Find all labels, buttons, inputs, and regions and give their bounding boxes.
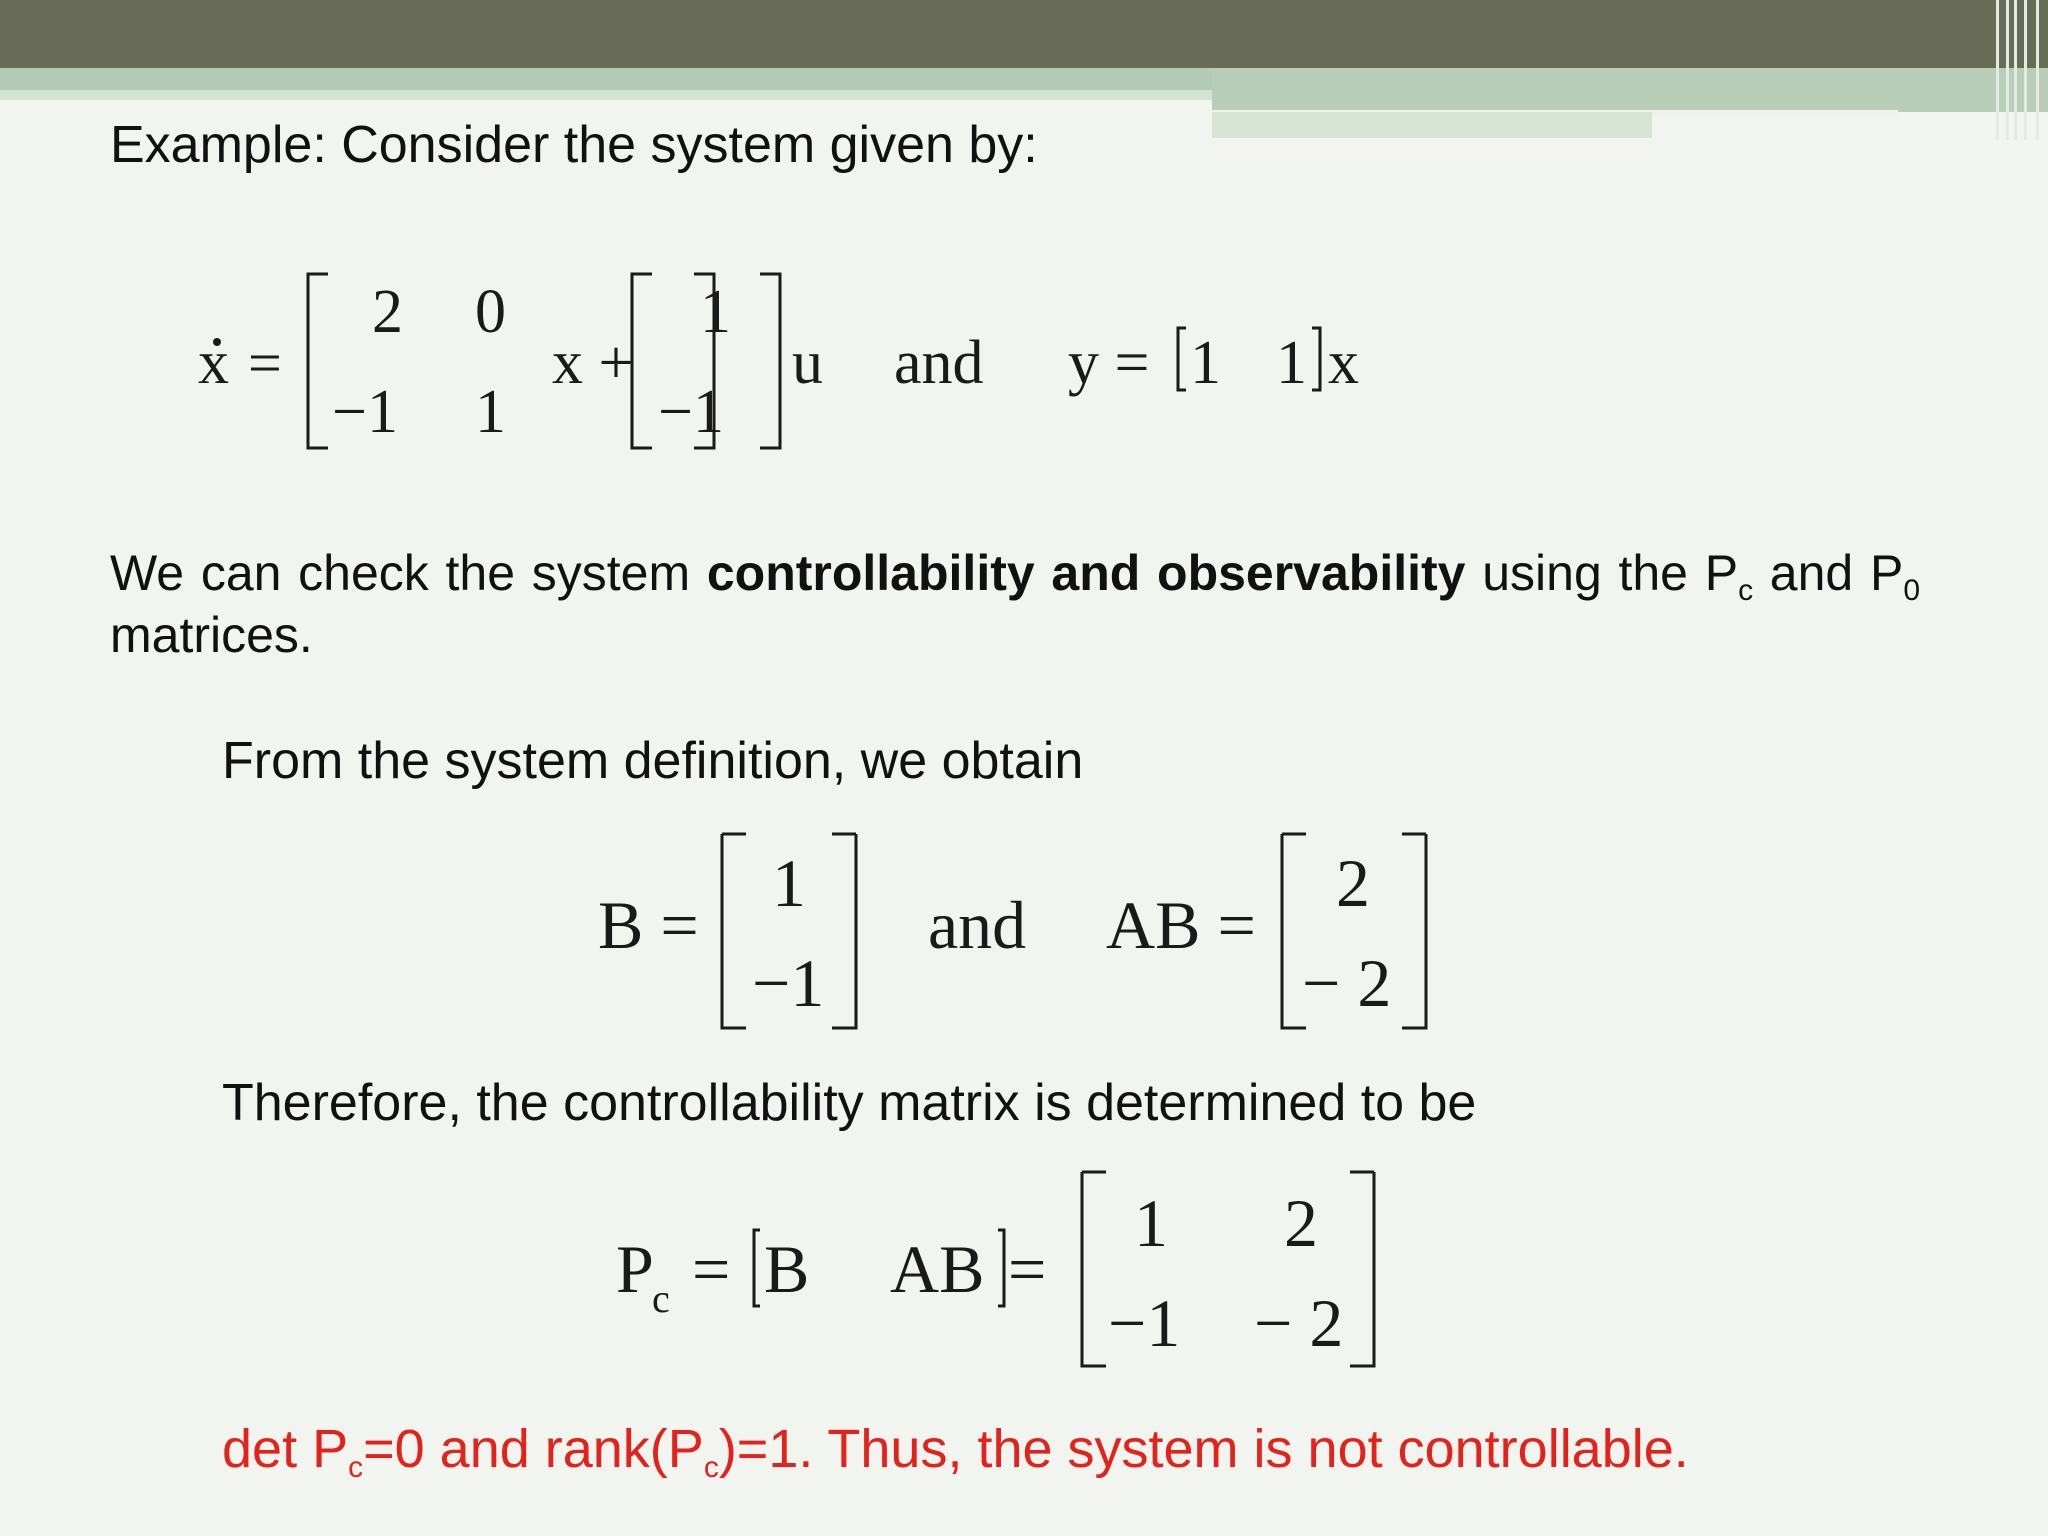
equals-sign: = — [248, 330, 282, 396]
right-bracket — [1350, 1172, 1374, 1366]
subscript: c — [703, 1451, 719, 1484]
left-bracket — [1178, 328, 1186, 390]
subscript: c — [348, 1451, 364, 1484]
row-entry: 1 — [1190, 329, 1221, 397]
paragraph-text: using the P — [1465, 545, 1739, 601]
state-equation — [180, 262, 1400, 462]
paragraph-text: matrices. — [110, 607, 313, 663]
matrix-entry: − 2 — [1254, 1285, 1344, 1361]
left-bracket — [754, 1230, 760, 1306]
header-stripe — [0, 90, 1212, 100]
matrix-entry: 2 — [372, 278, 403, 346]
left-bracket — [722, 834, 746, 1028]
left-bracket — [308, 274, 328, 448]
vector-entry: − 2 — [1302, 945, 1392, 1021]
paragraph-text: We can check the system — [110, 545, 707, 601]
and-word: and — [894, 329, 984, 397]
right-bracket — [1402, 834, 1426, 1028]
matrix-entry: 2 — [1284, 1185, 1318, 1261]
x-plus: x + — [552, 329, 634, 397]
vector-entry: 1 — [700, 278, 731, 346]
subscript: 0 — [1903, 574, 1921, 607]
ab-label: AB = — [1106, 887, 1256, 963]
header-stripe — [0, 68, 1212, 90]
subscript: c — [1738, 574, 1754, 607]
matrix-entry: 1 — [1134, 1185, 1168, 1261]
b-symbol: B — [764, 1231, 810, 1307]
header-stripe — [1212, 112, 1652, 138]
matrix-entry: 1 — [475, 378, 506, 446]
b-label: B = — [598, 887, 699, 963]
intro-text: Example: Consider the system given by: — [110, 116, 1038, 174]
conclusion-part: )=1. Thus, the system is not controllable. — [718, 1419, 1689, 1479]
p-symbol: P — [616, 1231, 654, 1307]
matrix-entry: −1 — [1108, 1285, 1181, 1361]
conclusion-part: =0 and rank(P — [363, 1419, 704, 1479]
vector-entry: −1 — [658, 378, 724, 446]
ab-symbol: AB — [890, 1231, 985, 1307]
from-definition-text: From the system definition, we obtain — [222, 732, 1084, 790]
paragraph — [110, 542, 1920, 666]
y-equals: y = — [1068, 329, 1150, 397]
header-side-lines — [1984, 0, 2048, 140]
controllability-matrix-equation — [612, 1166, 1412, 1376]
vector-entry: 2 — [1336, 845, 1370, 921]
x-symbol: x — [1328, 329, 1359, 397]
left-bracket — [632, 274, 652, 448]
header-bar — [0, 0, 2048, 68]
right-bracket — [1312, 328, 1320, 390]
conclusion-part: det P — [222, 1419, 349, 1479]
and-word: and — [928, 887, 1027, 963]
u-symbol: u — [792, 329, 823, 397]
header-stripe — [1212, 68, 2048, 112]
right-bracket — [998, 1230, 1004, 1306]
vector-entry: −1 — [752, 945, 825, 1021]
matrix-entry: −1 — [332, 378, 398, 446]
left-bracket — [1082, 1172, 1106, 1366]
conclusion-text — [222, 1418, 1689, 1484]
matrix-entry: 0 — [475, 278, 506, 346]
equals-sign: = — [1008, 1231, 1047, 1307]
equals-sign: = — [692, 1231, 731, 1307]
paragraph-bold: controllability and observability — [706, 545, 1466, 601]
therefore-text: Therefore, the controllability matrix is determined to be — [222, 1074, 1477, 1132]
vector-entry: 1 — [772, 845, 806, 921]
row-entry: 1 — [1276, 329, 1307, 397]
right-bracket — [832, 834, 856, 1028]
b-ab-equation — [596, 826, 1456, 1036]
xdot-symbol: x — [198, 329, 229, 397]
paragraph-text: and P — [1753, 545, 1904, 601]
right-bracket — [760, 274, 780, 448]
p-subscript: c — [652, 1276, 670, 1321]
